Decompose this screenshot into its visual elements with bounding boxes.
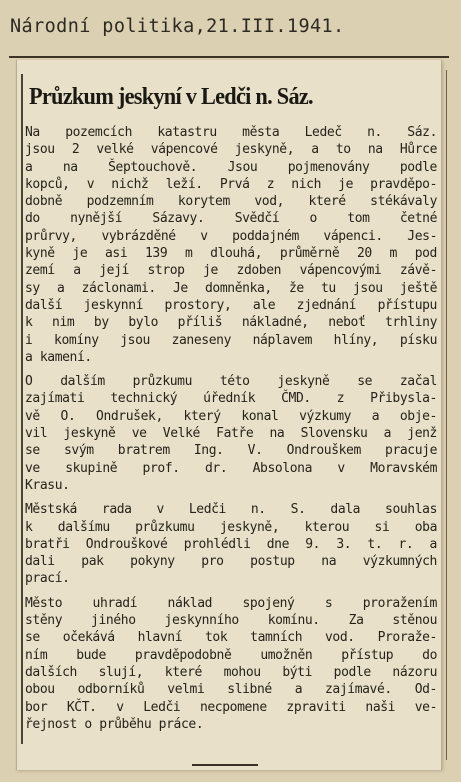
text-line: a na Šeptouchově. Jsou pojmenovány podle: [25, 159, 437, 175]
text-line: ve skupině prof. dr. Absolona v Moravském: [25, 460, 437, 476]
text-line: vil jeskyně ve Velké Fatře na Slovensku a jenž: [25, 426, 437, 442]
text-line: Na pozemcích katastru města Ledeč n. Sáz.: [25, 125, 437, 140]
text-line: zemí a její strop je zdoben vápencovými závě-: [25, 263, 437, 279]
text-line: Město uhradí náklad spojený s proražením: [25, 595, 437, 611]
newspaper-source-caption: Národní politika,21.III.1941.: [10, 16, 345, 37]
text-line: ním bude pravděpodobně umožněn přístup do: [25, 647, 437, 663]
article-paragraph: [25, 124, 437, 366]
text-line: stěny jiného jeskynního komínu. Za stěnou: [25, 613, 437, 629]
article-body: [25, 124, 437, 740]
text-line: k nim by bylo příliš nákladné, neboť trhliny: [25, 315, 437, 331]
article-headline: Průzkum jeskyní v Ledči n. Sáz.: [29, 84, 313, 110]
text-line: dalších slují, které mohou býti podle názoru: [25, 664, 437, 680]
text-line: k dalšímu průzkumu jeskyně, kterou si oba: [25, 519, 437, 535]
text-line: se očekává hlavní tok tamních vod. Proraže-: [25, 630, 437, 646]
text-line: řejnost o průběhu práce.: [25, 716, 204, 732]
text-line: prací.: [25, 571, 70, 587]
left-column-rule: [21, 74, 23, 744]
text-line: bratři Ondrouškové prohlédli dne 9. 3. t. r. a: [25, 536, 437, 552]
bottom-rule: [192, 764, 258, 766]
article-paragraph: [25, 373, 437, 494]
text-line: sy a záclonami. Je domněnka, že tu jsou ještě: [25, 280, 437, 296]
text-line: bor KČT. v Ledči necpomene zpraviti naši ve-: [25, 699, 437, 715]
right-column-rule: [446, 70, 447, 760]
text-line: kyně je asi 139 m dlouhá, průměrně 20 m pod: [25, 246, 437, 262]
text-line: kopců, v nichž leží. Prvá z nich je pravděpo-: [25, 176, 437, 192]
text-line: dali pak pokyny pro postup na výzkumných: [25, 554, 437, 570]
text-line: Krasu.: [25, 477, 70, 493]
text-line: dobně podzemním korytem vod, které stékávaly: [25, 194, 437, 210]
newspaper-clipping: [16, 60, 442, 770]
text-line: jsou 2 velké vápencové jeskyně, a to na Hůrce: [25, 142, 437, 158]
article-paragraph: [25, 595, 437, 733]
text-line: do nynější Sázavy. Svědčí o tom četné: [25, 211, 437, 227]
text-line: Městská rada v Ledči n. S. dala souhlas: [25, 502, 437, 518]
text-line: O dalším průzkumu této jeskyně se začal: [25, 374, 437, 390]
text-line: i komíny jsou zaneseny náplavem hlíny, písku: [25, 332, 437, 348]
text-line: se svým bratrem Ing. V. Ondrouškem pracuje: [25, 443, 437, 459]
text-line: a kamení.: [25, 349, 92, 365]
text-line: obou odborníků velmi slibné a zajímavé. Od-: [25, 682, 437, 698]
text-line: zajímati technický úředník ČMD. z Přibysla-: [25, 391, 437, 407]
text-line: průrvy, vybrázděné v poddajném vápenci. Jes-: [25, 228, 437, 244]
text-line: další jeskynní prostory, ale zjednání přístupu: [25, 297, 437, 313]
article-paragraph: [25, 501, 437, 587]
text-line: vě O. Ondrušek, který konal výzkumy a obje-: [25, 408, 437, 424]
